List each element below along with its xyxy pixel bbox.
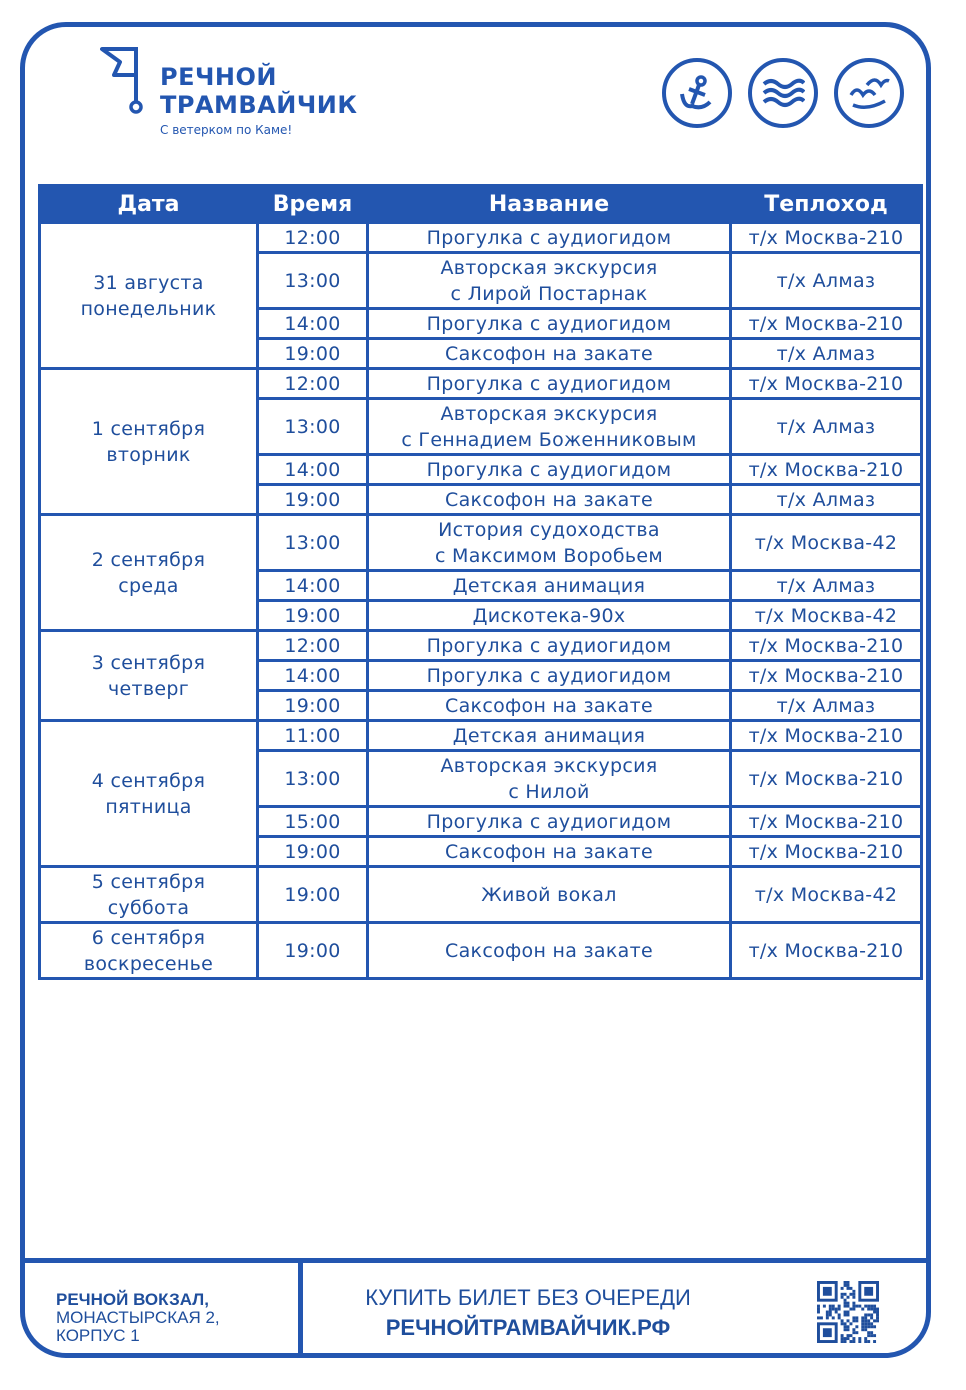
event-name-line: Саксофон на закате	[445, 939, 653, 962]
event-name	[368, 721, 731, 751]
event-ship: т/х Москва-210	[731, 455, 922, 485]
day-cell	[40, 631, 258, 721]
event-name-line: Авторская экскурсия	[440, 256, 658, 279]
event-name	[368, 571, 731, 601]
day-cell	[40, 867, 258, 923]
event-name	[368, 485, 731, 515]
event-time: 19:00	[258, 837, 368, 867]
event-ship: т/х Москва-42	[731, 515, 922, 571]
event-name-line: Детская анимация	[452, 574, 646, 597]
event-time: 14:00	[258, 309, 368, 339]
brand-name-line2: ТРАМВАЙЧИК	[160, 91, 358, 119]
event-ship: т/х Москва-210	[731, 751, 922, 807]
event-name-line: Прогулка с аудиогидом	[426, 226, 672, 249]
table-row	[40, 223, 922, 253]
day-date: 4 сентября	[91, 769, 206, 792]
event-ship: т/х Москва-210	[731, 223, 922, 253]
brand-tagline: С ветерком по Каме!	[160, 123, 293, 137]
event-name-line: Авторская экскурсия	[440, 754, 658, 777]
table-header-row	[40, 186, 922, 223]
event-time: 19:00	[258, 601, 368, 631]
address-line-1: РЕЧНОЙ ВОКЗАЛ,	[56, 1290, 209, 1309]
event-ship: т/х Алмаз	[731, 253, 922, 309]
event-time: 14:00	[258, 661, 368, 691]
event-time: 11:00	[258, 721, 368, 751]
event-name	[368, 515, 731, 571]
event-name-line: Детская анимация	[452, 724, 646, 747]
event-name-line: История судоходства	[438, 518, 660, 541]
event-time: 13:00	[258, 399, 368, 455]
event-name	[368, 369, 731, 399]
event-name	[368, 309, 731, 339]
footer	[20, 1258, 931, 1358]
event-name-line: с Лирой Постарнак	[450, 282, 648, 305]
day-weekday: понедельник	[80, 297, 217, 320]
anchor-icon	[662, 58, 732, 128]
day-date: 6 сентября	[91, 926, 206, 949]
column-header-ship: Теплоход	[731, 186, 922, 223]
brand-name-line1: РЕЧНОЙ	[160, 63, 277, 91]
event-name	[368, 399, 731, 455]
day-date: 31 августа	[93, 271, 204, 294]
event-ship: т/х Москва-210	[731, 721, 922, 751]
venue-address	[56, 1291, 220, 1345]
event-time: 19:00	[258, 485, 368, 515]
column-header-time: Время	[258, 186, 368, 223]
event-time: 19:00	[258, 923, 368, 979]
address-line-2: МОНАСТЫРСКАЯ 2,	[56, 1308, 220, 1327]
column-header-name: Название	[368, 186, 731, 223]
event-time: 19:00	[258, 691, 368, 721]
day-date: 5 сентября	[91, 870, 206, 893]
header-icons	[662, 58, 904, 128]
event-ship: т/х Алмаз	[731, 399, 922, 455]
event-name-line: Саксофон на закате	[445, 840, 653, 863]
column-header-date: Дата	[40, 186, 258, 223]
event-time: 13:00	[258, 751, 368, 807]
event-name-line: Прогулка с аудиогидом	[426, 458, 672, 481]
event-name-line: с Геннадием Боженниковым	[401, 428, 697, 451]
event-name	[368, 661, 731, 691]
event-name-line: Саксофон на закате	[445, 694, 653, 717]
event-name	[368, 631, 731, 661]
event-time: 19:00	[258, 339, 368, 369]
event-name-line: Прогулка с аудиогидом	[426, 372, 672, 395]
address-line-3: КОРПУС 1	[56, 1326, 140, 1345]
qr-code-icon[interactable]	[817, 1281, 879, 1347]
day-weekday: вторник	[106, 443, 191, 466]
event-time: 14:00	[258, 455, 368, 485]
table-row	[40, 369, 922, 399]
event-name-line: Прогулка с аудиогидом	[426, 634, 672, 657]
day-date: 1 сентября	[91, 417, 206, 440]
event-time: 12:00	[258, 631, 368, 661]
table-row	[40, 867, 922, 923]
event-ship: т/х Москва-210	[731, 661, 922, 691]
day-weekday: суббота	[107, 896, 190, 919]
event-ship: т/х Москва-42	[731, 601, 922, 631]
day-weekday: пятница	[105, 795, 192, 818]
event-name	[368, 253, 731, 309]
schedule-table	[38, 184, 923, 980]
event-time: 12:00	[258, 223, 368, 253]
event-name-line: с Максимом Воробьем	[434, 544, 664, 567]
event-ship: т/х Москва-210	[731, 631, 922, 661]
day-date: 3 сентября	[91, 651, 206, 674]
website-link[interactable]: РЕЧНОЙТРАМВАЙЧИК.РФ	[385, 1315, 671, 1340]
event-name	[368, 807, 731, 837]
table-row	[40, 721, 922, 751]
day-cell	[40, 369, 258, 515]
event-name	[368, 339, 731, 369]
event-ship: т/х Москва-210	[731, 837, 922, 867]
event-name-line: Прогулка с аудиогидом	[426, 312, 672, 335]
schedule-body	[40, 223, 922, 979]
event-name	[368, 223, 731, 253]
day-date: 2 сентября	[91, 548, 206, 571]
day-cell	[40, 223, 258, 369]
event-name-line: Саксофон на закате	[445, 342, 653, 365]
event-ship: т/х Алмаз	[731, 485, 922, 515]
buy-ticket-block[interactable]	[303, 1285, 753, 1341]
buy-ticket-text: КУПИТЬ БИЛЕТ БЕЗ ОЧЕРЕДИ	[365, 1285, 691, 1310]
event-name-line: с Нилой	[508, 780, 590, 803]
event-name-line: Живой вокал	[481, 883, 617, 906]
waves-icon	[748, 58, 818, 128]
event-name	[368, 751, 731, 807]
day-cell	[40, 515, 258, 631]
event-time: 13:00	[258, 253, 368, 309]
event-name	[368, 601, 731, 631]
event-name-line: Дискотека-90х	[472, 604, 626, 627]
event-ship: т/х Москва-210	[731, 923, 922, 979]
day-weekday: четверг	[107, 677, 189, 700]
event-time: 13:00	[258, 515, 368, 571]
event-ship: т/х Алмаз	[731, 691, 922, 721]
event-name	[368, 837, 731, 867]
event-name-line: Прогулка с аудиогидом	[426, 810, 672, 833]
event-time: 19:00	[258, 867, 368, 923]
event-name	[368, 867, 731, 923]
event-time: 12:00	[258, 369, 368, 399]
day-weekday: воскресенье	[83, 952, 214, 975]
event-ship: т/х Москва-42	[731, 867, 922, 923]
event-name-line: Саксофон на закате	[445, 488, 653, 511]
event-name	[368, 455, 731, 485]
table-row	[40, 631, 922, 661]
day-weekday: среда	[118, 574, 179, 597]
event-ship: т/х Москва-210	[731, 309, 922, 339]
flag-icon	[100, 45, 156, 115]
event-name-line: Прогулка с аудиогидом	[426, 664, 672, 687]
event-ship: т/х Алмаз	[731, 339, 922, 369]
event-ship: т/х Москва-210	[731, 807, 922, 837]
event-time: 14:00	[258, 571, 368, 601]
event-ship: т/х Алмаз	[731, 571, 922, 601]
day-cell	[40, 721, 258, 867]
brand-logo[interactable]	[100, 45, 360, 145]
seagull-icon	[834, 58, 904, 128]
event-name	[368, 691, 731, 721]
event-name-line: Авторская экскурсия	[440, 402, 658, 425]
event-ship: т/х Москва-210	[731, 369, 922, 399]
day-cell	[40, 923, 258, 979]
table-row	[40, 923, 922, 979]
event-time: 15:00	[258, 807, 368, 837]
table-row	[40, 515, 922, 571]
event-name	[368, 923, 731, 979]
